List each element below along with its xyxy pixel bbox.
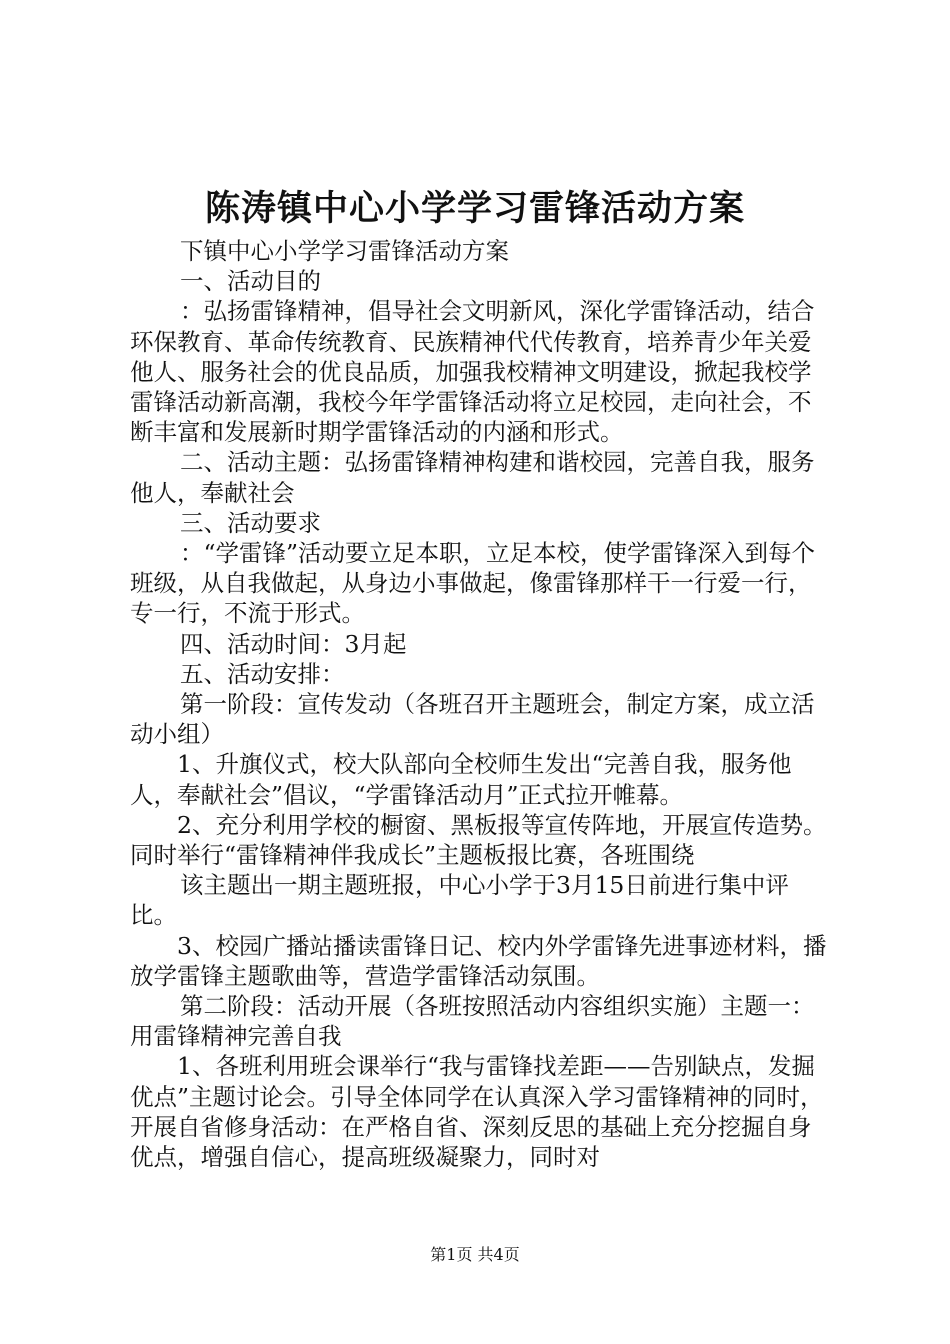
- paragraph: ：弘扬雷锋精神，倡导社会文明新风，深化学雷锋活动，结合环保教育、革命传统教育、民族精神代代传教育，培养青少年关爱他人、服务社会的优良品质，加强我校精神文明建设，掀起我校学雷锋活动新高潮，我校今年学雷锋活动将立足校园，走向社会，不断丰富和发展新时期学雷锋活动的内涵和形式。: [130, 297, 815, 447]
- paragraph: 五、活动安排：: [180, 659, 345, 688]
- paragraph: 一、活动目的: [180, 267, 321, 296]
- paragraph: 2、充分利用学校的橱窗、黑板报等宣传阵地，开展宣传造势。同时举行“雷锋精神伴我成长”主题板报比赛，各班围绕: [130, 810, 827, 870]
- paragraph: 3、校园广播站播读雷锋日记、校内外学雷锋先进事迹材料，播放学雷锋主题歌曲等，营造学雷锋活动氛围。: [130, 931, 827, 990]
- paragraph: 二、活动主题：弘扬雷锋精神构建和谐校园，完善自我，服务他人，奉献社会: [130, 448, 815, 507]
- paragraph: 1、升旗仪式，校大队部向全校师生发出“完善自我，服务他人，奉献社会”倡议，“学雷锋活动月”正式拉开帷幕。: [130, 750, 792, 809]
- paragraph: 第二阶段：活动开展（各班按照活动内容组织实施）主题一：用雷锋精神完善自我: [130, 992, 815, 1051]
- paragraph: 1、各班利用班会课举行“我与雷锋找差距——告别缺点，发掘优点”主题讨论会。引导全体同学在认真深入学习雷锋精神的同时，开展自省修身活动：在严格自省、深刻反思的基础上充分挖掘自身优点，增强自信心，提高班级凝聚力，同时对: [130, 1052, 824, 1172]
- paragraph: 第一阶段：宣传发动（各班召开主题班会，制定方案，成立活动小组）: [130, 690, 815, 749]
- page-footer: 第1页 共4页: [430, 1245, 520, 1264]
- paragraph: 该主题出一期主题班报，中心小学于3月15日前进行集中评比。: [130, 871, 789, 930]
- paragraph: 三、活动要求: [180, 508, 321, 537]
- paragraph: 四、活动时间：3月起: [180, 629, 407, 658]
- document-title: 陈涛镇中心小学学习雷锋活动方案: [204, 189, 745, 229]
- paragraph: 下镇中心小学学习雷锋活动方案: [180, 237, 509, 265]
- document-body: [130, 236, 833, 1172]
- paragraph: ：“学雷锋”活动要立足本职，立足本校，使学雷锋深入到每个班级，从自我做起，从身边小事做起，像雷锋那样干一行爱一行，专一行，不流于形式。: [130, 539, 816, 628]
